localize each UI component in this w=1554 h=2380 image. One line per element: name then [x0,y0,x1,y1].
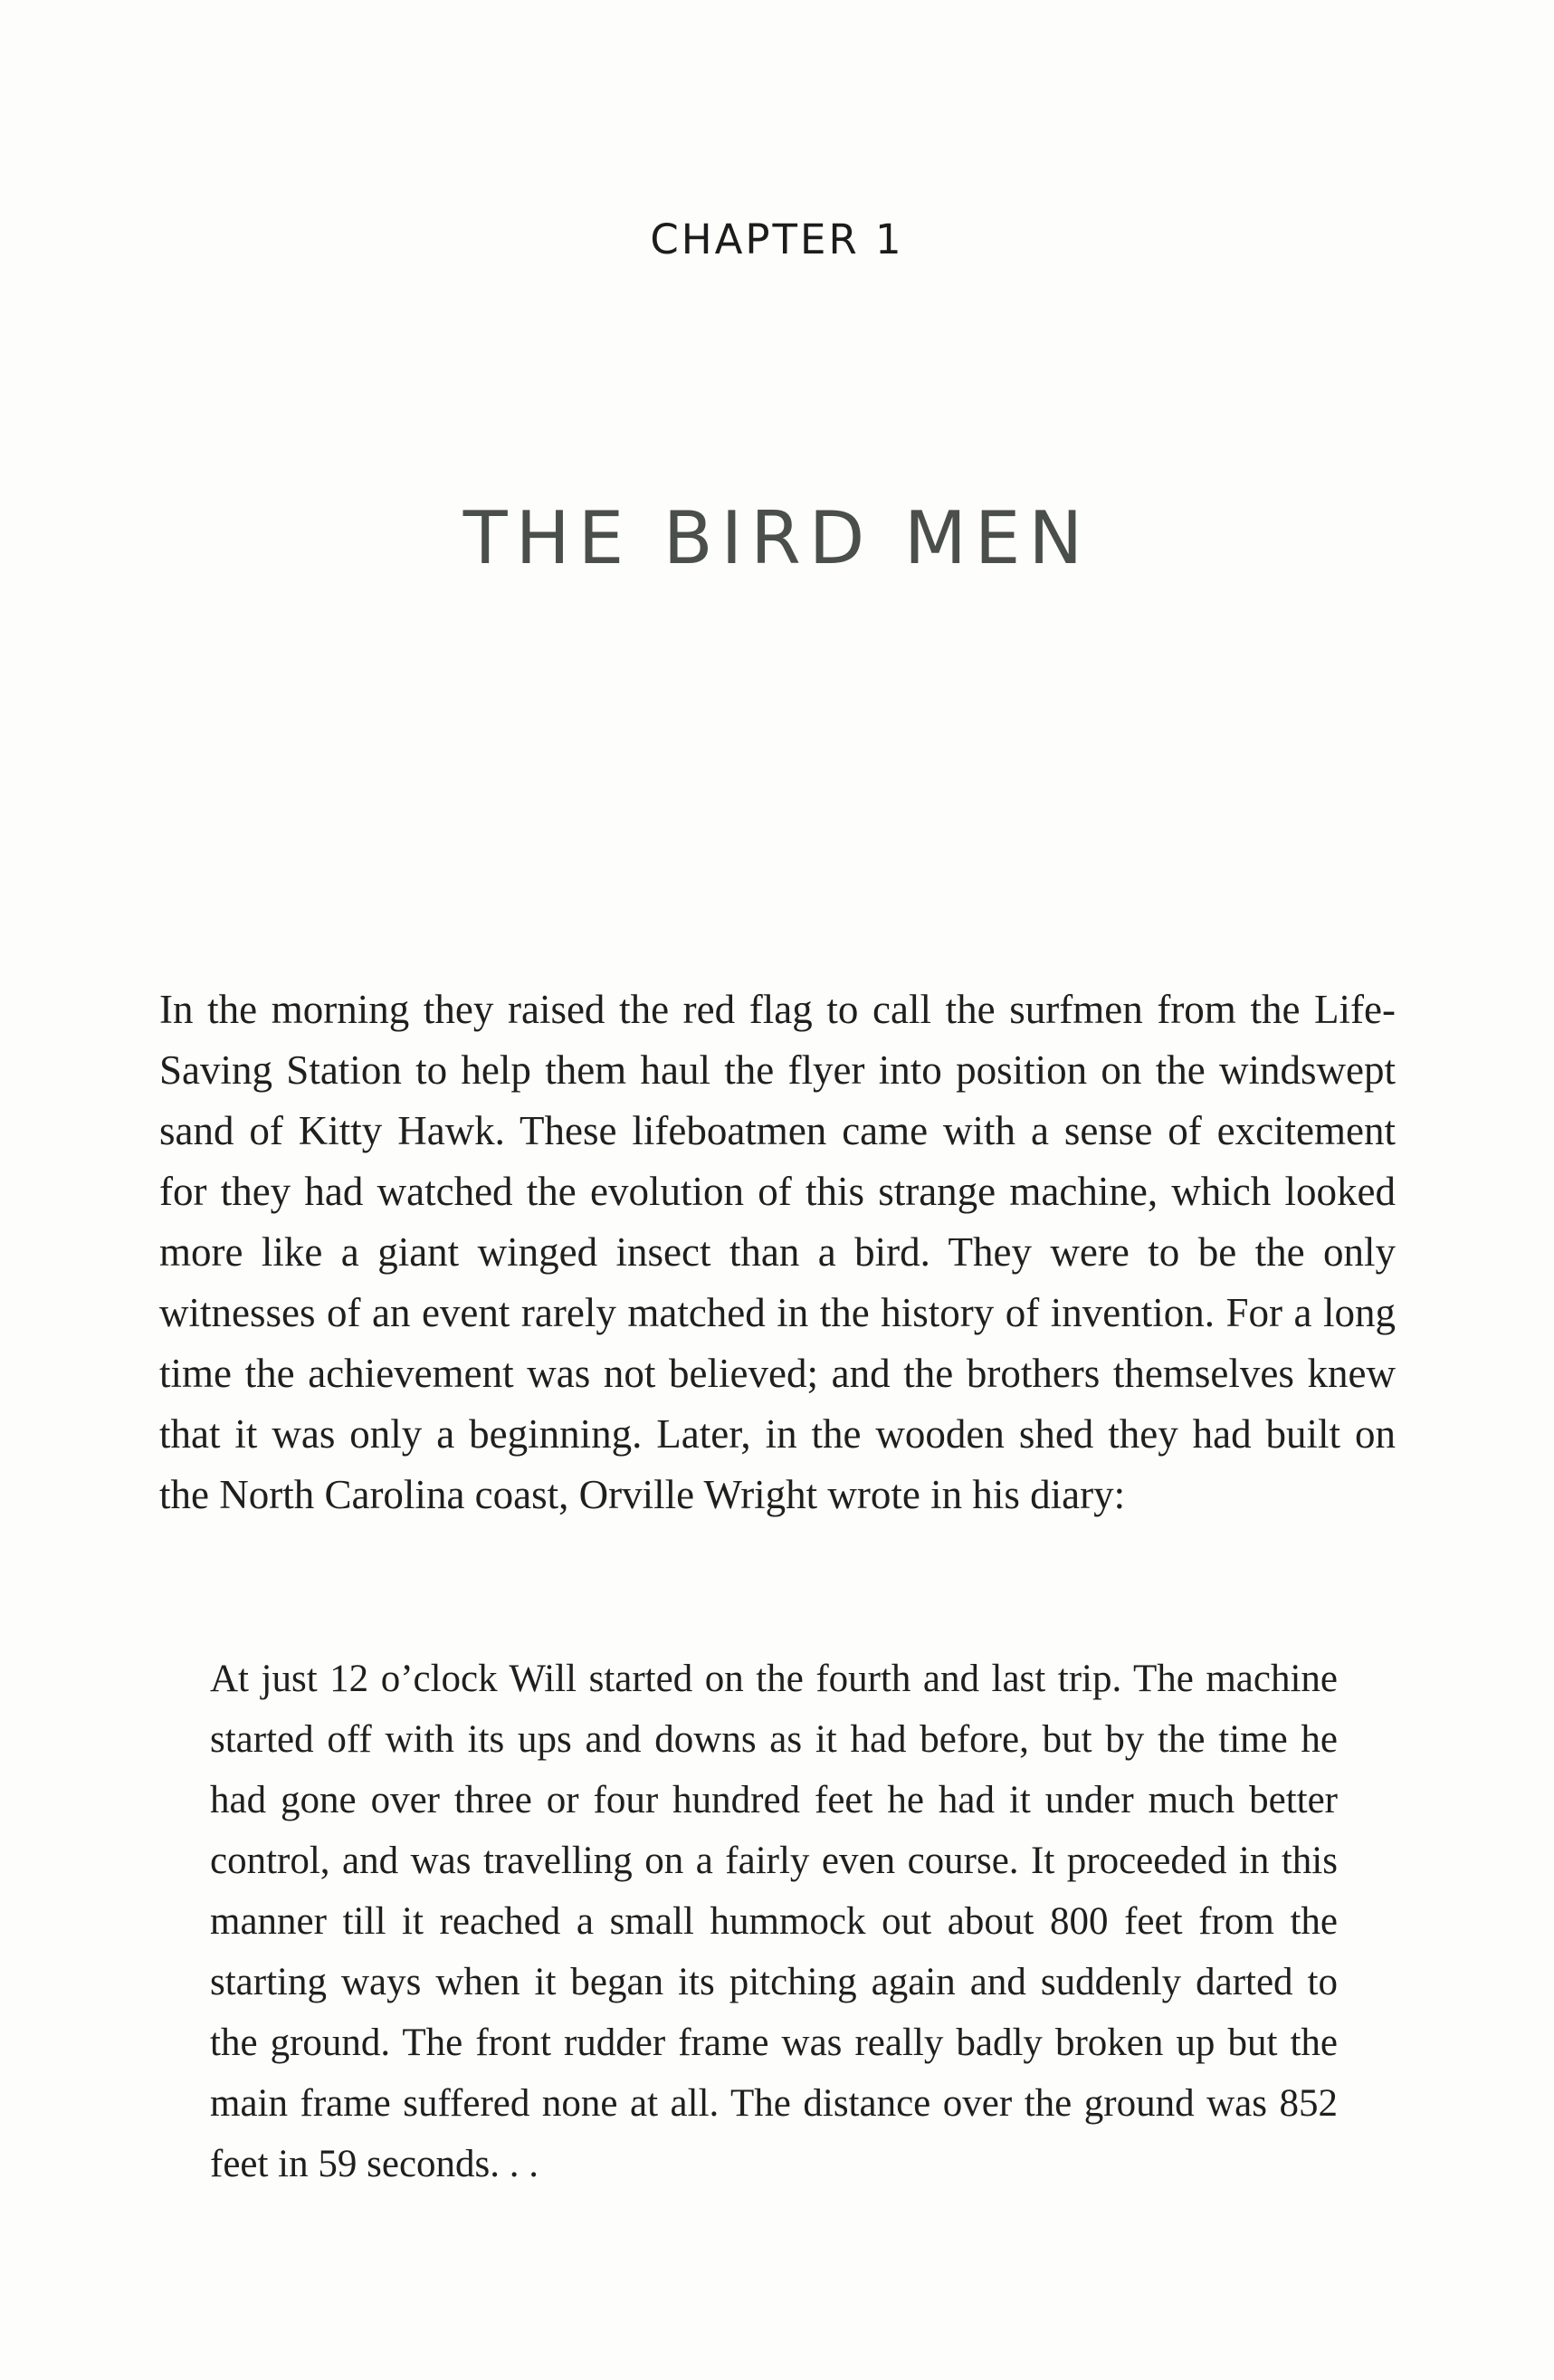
body-paragraph: In the morning they raised the red flag to call the surfmen from the Life-Saving Station to help them haul the flyer into position on the windswept sand of Kitty Hawk. These lifeboatmen came with a sense of excitement for they had watched the evolution of this strange machine, which looked more like a giant winged insect than a bird. They were to be the only witnesses of an event rarely matched in the history of invention. For a long time the achievement was not believed; and the brothers themselves knew that it was only a beginning. Later, in the wooden shed they had built on the North Carolina coast, Orville Wright wrote in his diary: [159,987,1396,1517]
chapter-number: CHAPTER 1 [650,215,904,263]
chapter-title: THE BIRD MEN [462,496,1092,580]
diary-quote: At just 12 o’clock Will started on the fourth and last trip. The machine started off with its ups and downs as it had before, but by the time he had gone over three or four hundred feet he had it under much better control, and was travelling on a fairly even course. It proceeded in this manner till it reached a small hummock out about 800 feet from the starting ways when it began its pitching again and suddenly darted to the ground. The front rudder frame was really badly broken up but the main frame suffered none at all. The distance over the ground was 852 feet in 59 seconds. . . [210,1658,1338,2185]
